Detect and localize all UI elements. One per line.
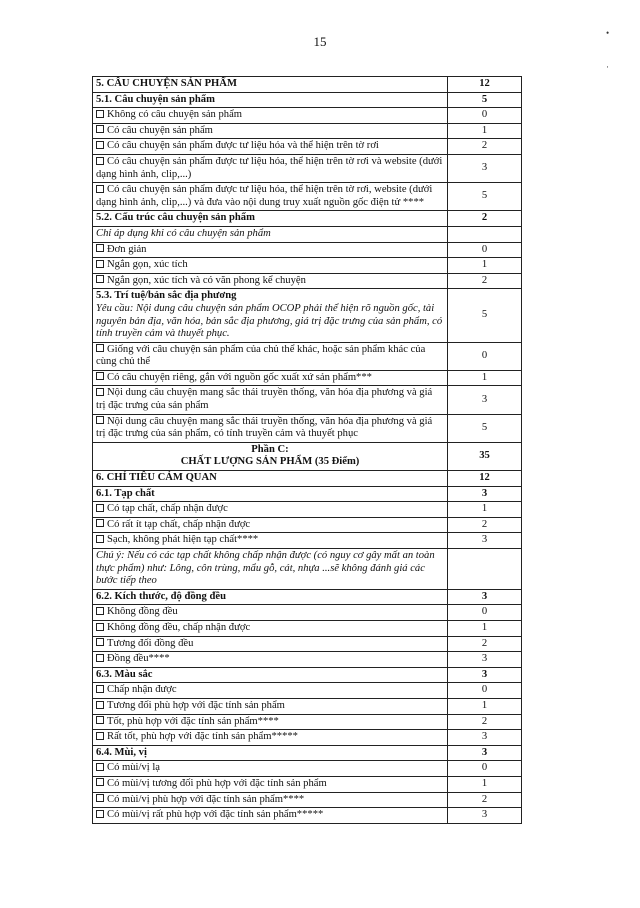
- points-cell: 0: [448, 242, 522, 258]
- section-heading: 5. CÂU CHUYỆN SẢN PHẨM: [93, 77, 448, 93]
- option-label: Đơn giản: [107, 243, 147, 255]
- criteria-cell: [93, 370, 448, 386]
- checkbox-icon[interactable]: [96, 372, 104, 380]
- note-text: Chú ý: Nếu có các tạp chất không chấp nhận được (có nguy cơ gây mất an toàn thực phẩm) như: Lông, côn trùng, mẩu gỗ, cát, nhựa ...sẽ không đánh giá các bước tiếp theo: [93, 549, 448, 590]
- section-heading: 5.2. Cấu trúc câu chuyện sản phẩm: [93, 211, 448, 227]
- points-cell: 3: [448, 730, 522, 746]
- page-number: 15: [313, 34, 327, 49]
- checkbox-icon[interactable]: [96, 185, 104, 193]
- criteria-row: [93, 745, 522, 761]
- option-label: Có mùi/vị rất phù hợp với đặc tính sản phẩm*****: [107, 809, 324, 821]
- criteria-row: [93, 761, 522, 777]
- checkbox-icon[interactable]: [96, 504, 104, 512]
- points-cell: 3: [448, 808, 522, 824]
- criteria-cell: [93, 154, 448, 182]
- criteria-row: [93, 342, 522, 370]
- option-label: Giống với câu chuyện sản phẩm của chủ thể khác, hoặc sản phẩm khác của cùng chủ thể: [96, 343, 426, 368]
- criteria-cell: [93, 342, 448, 370]
- checkbox-icon[interactable]: [96, 244, 104, 252]
- points-cell: 1: [448, 776, 522, 792]
- option-label: Có câu chuyện sản phẩm được tư liệu hóa, thể hiện trên tờ rơi, website (dưới dạng hình ảnh, clip,...) và đưa vào nội dung truy xuất nguồn gốc điện tử ****: [96, 184, 433, 208]
- checkbox-icon[interactable]: [96, 716, 104, 724]
- criteria-row: [93, 471, 522, 487]
- criteria-cell: [93, 652, 448, 668]
- points-cell: 3: [448, 652, 522, 668]
- checkbox-icon[interactable]: [96, 125, 104, 133]
- criteria-row: [93, 289, 522, 342]
- points-cell: 2: [448, 714, 522, 730]
- checkbox-icon[interactable]: [96, 388, 104, 396]
- scan-mark-dot: ·: [606, 62, 609, 72]
- part-title: CHẤT LƯỢNG SẢN PHẨM (35 Điểm): [180, 456, 360, 468]
- points-cell: 2: [448, 139, 522, 155]
- option-label: Có câu chuyện sản phẩm được tư liệu hóa và thể hiện trên tờ rơi: [107, 140, 379, 152]
- checkbox-icon[interactable]: [96, 794, 104, 802]
- criteria-row: [93, 370, 522, 386]
- section-heading: 6.2. Kích thước, độ đồng đều: [93, 589, 448, 605]
- part-label: Phần C:: [251, 443, 289, 455]
- criteria-row: [93, 258, 522, 274]
- option-label: Có mùi/vị lạ: [107, 762, 160, 774]
- points-cell: 3: [448, 745, 522, 761]
- checkbox-icon[interactable]: [96, 535, 104, 543]
- criteria-cell: [93, 139, 448, 155]
- points-cell: 0: [448, 605, 522, 621]
- criteria-cell: [93, 386, 448, 414]
- criteria-cell: [93, 714, 448, 730]
- option-label: Không có câu chuyện sản phẩm: [107, 109, 243, 121]
- checkbox-icon[interactable]: [96, 157, 104, 165]
- points-cell: 0: [448, 683, 522, 699]
- criteria-cell: [93, 605, 448, 621]
- scan-mark-dot: •: [606, 28, 610, 38]
- criteria-row: [93, 242, 522, 258]
- points-cell: 5: [448, 183, 522, 211]
- option-label: Có câu chuyện sản phẩm: [107, 124, 213, 136]
- option-label: Tương đối đồng đều: [107, 637, 194, 649]
- points-cell: 3: [448, 154, 522, 182]
- points-cell: 12: [448, 77, 522, 93]
- criteria-cell: [93, 414, 448, 442]
- criteria-row: [93, 414, 522, 442]
- note-text: Chỉ áp dụng khi có câu chuyện sản phẩm: [93, 226, 448, 242]
- option-label: Nội dung câu chuyện mang sắc thái truyền thống, văn hóa địa phương và giá trị đặc trưng của sản phẩm, có tính truyền cảm và thuyết phục: [96, 415, 433, 440]
- checkbox-icon[interactable]: [96, 141, 104, 149]
- section-heading: 6.1. Tạp chất: [93, 486, 448, 502]
- score-table-body: [93, 77, 522, 824]
- option-label: Có rất ít tạp chất, chấp nhận được: [107, 518, 251, 530]
- points-cell: 0: [448, 761, 522, 777]
- option-label: Tốt, phù hợp với đặc tính sản phẩm****: [107, 715, 279, 727]
- criteria-row: [93, 605, 522, 621]
- criteria-row: [93, 211, 522, 227]
- criteria-cell: [93, 533, 448, 549]
- requirement-note: Yêu cầu: Nội dung câu chuyện sản phẩm OCOP phải thể hiện rõ nguồn gốc, tài nguyên bản địa, văn hóa, bản sắc địa phương, giá trị đặc trưng của sản phẩm, có tính truyền cảm và thuyết phục.: [96, 302, 443, 340]
- criteria-row: [93, 652, 522, 668]
- option-label: Rất tốt, phù hợp với đặc tính sản phẩm*****: [107, 731, 298, 743]
- criteria-row: [93, 714, 522, 730]
- points-cell: [448, 226, 522, 242]
- criteria-cell: [93, 502, 448, 518]
- option-label: Ngắn gọn, xúc tích: [107, 259, 188, 271]
- section-heading: 6. CHỈ TIÊU CẢM QUAN: [93, 471, 448, 487]
- criteria-row: [93, 808, 522, 824]
- criteria-row: [93, 386, 522, 414]
- checkbox-icon[interactable]: [96, 732, 104, 740]
- score-table: [92, 76, 522, 824]
- criteria-row: [93, 139, 522, 155]
- points-cell: 12: [448, 471, 522, 487]
- option-label: Không đồng đều, chấp nhận được: [107, 621, 251, 633]
- section-heading: 5.3. Trí tuệ/bản sắc địa phương: [96, 290, 237, 302]
- criteria-row: [93, 636, 522, 652]
- criteria-cell: [93, 620, 448, 636]
- criteria-cell: [93, 636, 448, 652]
- option-label: Có tạp chất, chấp nhận được: [107, 503, 228, 515]
- criteria-cell: [93, 761, 448, 777]
- criteria-cell: [93, 289, 448, 342]
- criteria-row: [93, 123, 522, 139]
- points-cell: 1: [448, 502, 522, 518]
- section-heading: 5.1. Câu chuyện sản phẩm: [93, 92, 448, 108]
- points-cell: 0: [448, 108, 522, 124]
- criteria-row: [93, 776, 522, 792]
- option-label: Có câu chuyện sản phẩm được tư liệu hóa, thể hiện trên tờ rơi và website (dưới dạng hình ảnh, clip,...): [96, 155, 443, 180]
- option-label: Chấp nhận được: [107, 684, 177, 696]
- checkbox-icon[interactable]: [96, 638, 104, 646]
- points-cell: 3: [448, 667, 522, 683]
- criteria-cell: [93, 242, 448, 258]
- points-cell: 3: [448, 589, 522, 605]
- checkbox-icon[interactable]: [96, 701, 104, 709]
- criteria-row: [93, 620, 522, 636]
- option-label: Đồng đều****: [107, 653, 170, 665]
- criteria-cell: [93, 108, 448, 124]
- checkbox-icon[interactable]: [96, 110, 104, 118]
- points-cell: 2: [448, 273, 522, 289]
- section-heading: 6.4. Mùi, vị: [93, 745, 448, 761]
- option-label: Không đồng đều: [107, 606, 178, 618]
- criteria-row: [93, 549, 522, 590]
- criteria-cell: [93, 698, 448, 714]
- criteria-row: [93, 183, 522, 211]
- criteria-cell: [93, 183, 448, 211]
- points-cell: 35: [448, 442, 522, 470]
- points-cell: 2: [448, 636, 522, 652]
- points-cell: 2: [448, 792, 522, 808]
- points-cell: 3: [448, 386, 522, 414]
- criteria-row: [93, 486, 522, 502]
- points-cell: 1: [448, 620, 522, 636]
- option-label: Sạch, không phát hiện tạp chất****: [107, 534, 259, 546]
- option-label: Có mùi/vị tương đối phù hợp với đặc tính sản phẩm: [107, 777, 327, 789]
- criteria-row: [93, 698, 522, 714]
- checkbox-icon[interactable]: [96, 607, 104, 615]
- criteria-cell: [93, 258, 448, 274]
- points-cell: 2: [448, 517, 522, 533]
- criteria-row: [93, 273, 522, 289]
- checkbox-icon[interactable]: [96, 763, 104, 771]
- option-label: Có mùi/vị phù hợp với đặc tính sản phẩm****: [107, 793, 305, 805]
- criteria-row: [93, 730, 522, 746]
- criteria-cell: [93, 442, 448, 470]
- option-label: Nội dung câu chuyện mang sắc thái truyền thống, văn hóa địa phương và giá trị đặc trưng của sản phẩm: [96, 387, 433, 412]
- points-cell: 3: [448, 533, 522, 549]
- criteria-row: [93, 92, 522, 108]
- criteria-row: [93, 154, 522, 182]
- checkbox-icon[interactable]: [96, 519, 104, 527]
- option-label: Tương đối phù hợp với đặc tính sản phẩm: [107, 699, 285, 711]
- criteria-cell: [93, 776, 448, 792]
- checkbox-icon[interactable]: [96, 344, 104, 352]
- criteria-cell: [93, 730, 448, 746]
- points-cell: 1: [448, 123, 522, 139]
- criteria-row: [93, 442, 522, 470]
- checkbox-icon[interactable]: [96, 275, 104, 283]
- criteria-row: [93, 108, 522, 124]
- checkbox-icon[interactable]: [96, 654, 104, 662]
- criteria-cell: [93, 808, 448, 824]
- criteria-row: [93, 517, 522, 533]
- points-cell: [448, 549, 522, 590]
- points-cell: 0: [448, 342, 522, 370]
- criteria-row: [93, 226, 522, 242]
- criteria-row: [93, 792, 522, 808]
- criteria-cell: [93, 123, 448, 139]
- points-cell: 1: [448, 698, 522, 714]
- criteria-cell: [93, 792, 448, 808]
- criteria-row: [93, 502, 522, 518]
- criteria-row: [93, 589, 522, 605]
- checkbox-icon[interactable]: [96, 685, 104, 693]
- checkbox-icon[interactable]: [96, 260, 104, 268]
- criteria-row: [93, 683, 522, 699]
- section-heading: 6.3. Màu sắc: [93, 667, 448, 683]
- points-cell: 5: [448, 414, 522, 442]
- checkbox-icon[interactable]: [96, 623, 104, 631]
- points-cell: 1: [448, 370, 522, 386]
- criteria-cell: [93, 683, 448, 699]
- criteria-row: [93, 77, 522, 93]
- criteria-cell: [93, 273, 448, 289]
- option-label: Có câu chuyện riêng, gắn với nguồn gốc xuất xứ sản phẩm***: [107, 371, 372, 383]
- checkbox-icon[interactable]: [96, 810, 104, 818]
- criteria-row: [93, 667, 522, 683]
- checkbox-icon[interactable]: [96, 778, 104, 786]
- points-cell: 3: [448, 486, 522, 502]
- points-cell: 2: [448, 211, 522, 227]
- criteria-cell: [93, 517, 448, 533]
- option-label: Ngắn gọn, xúc tích và có văn phong kể chuyện: [107, 274, 306, 286]
- points-cell: 5: [448, 92, 522, 108]
- criteria-row: [93, 533, 522, 549]
- checkbox-icon[interactable]: [96, 416, 104, 424]
- points-cell: 5: [448, 289, 522, 342]
- points-cell: 1: [448, 258, 522, 274]
